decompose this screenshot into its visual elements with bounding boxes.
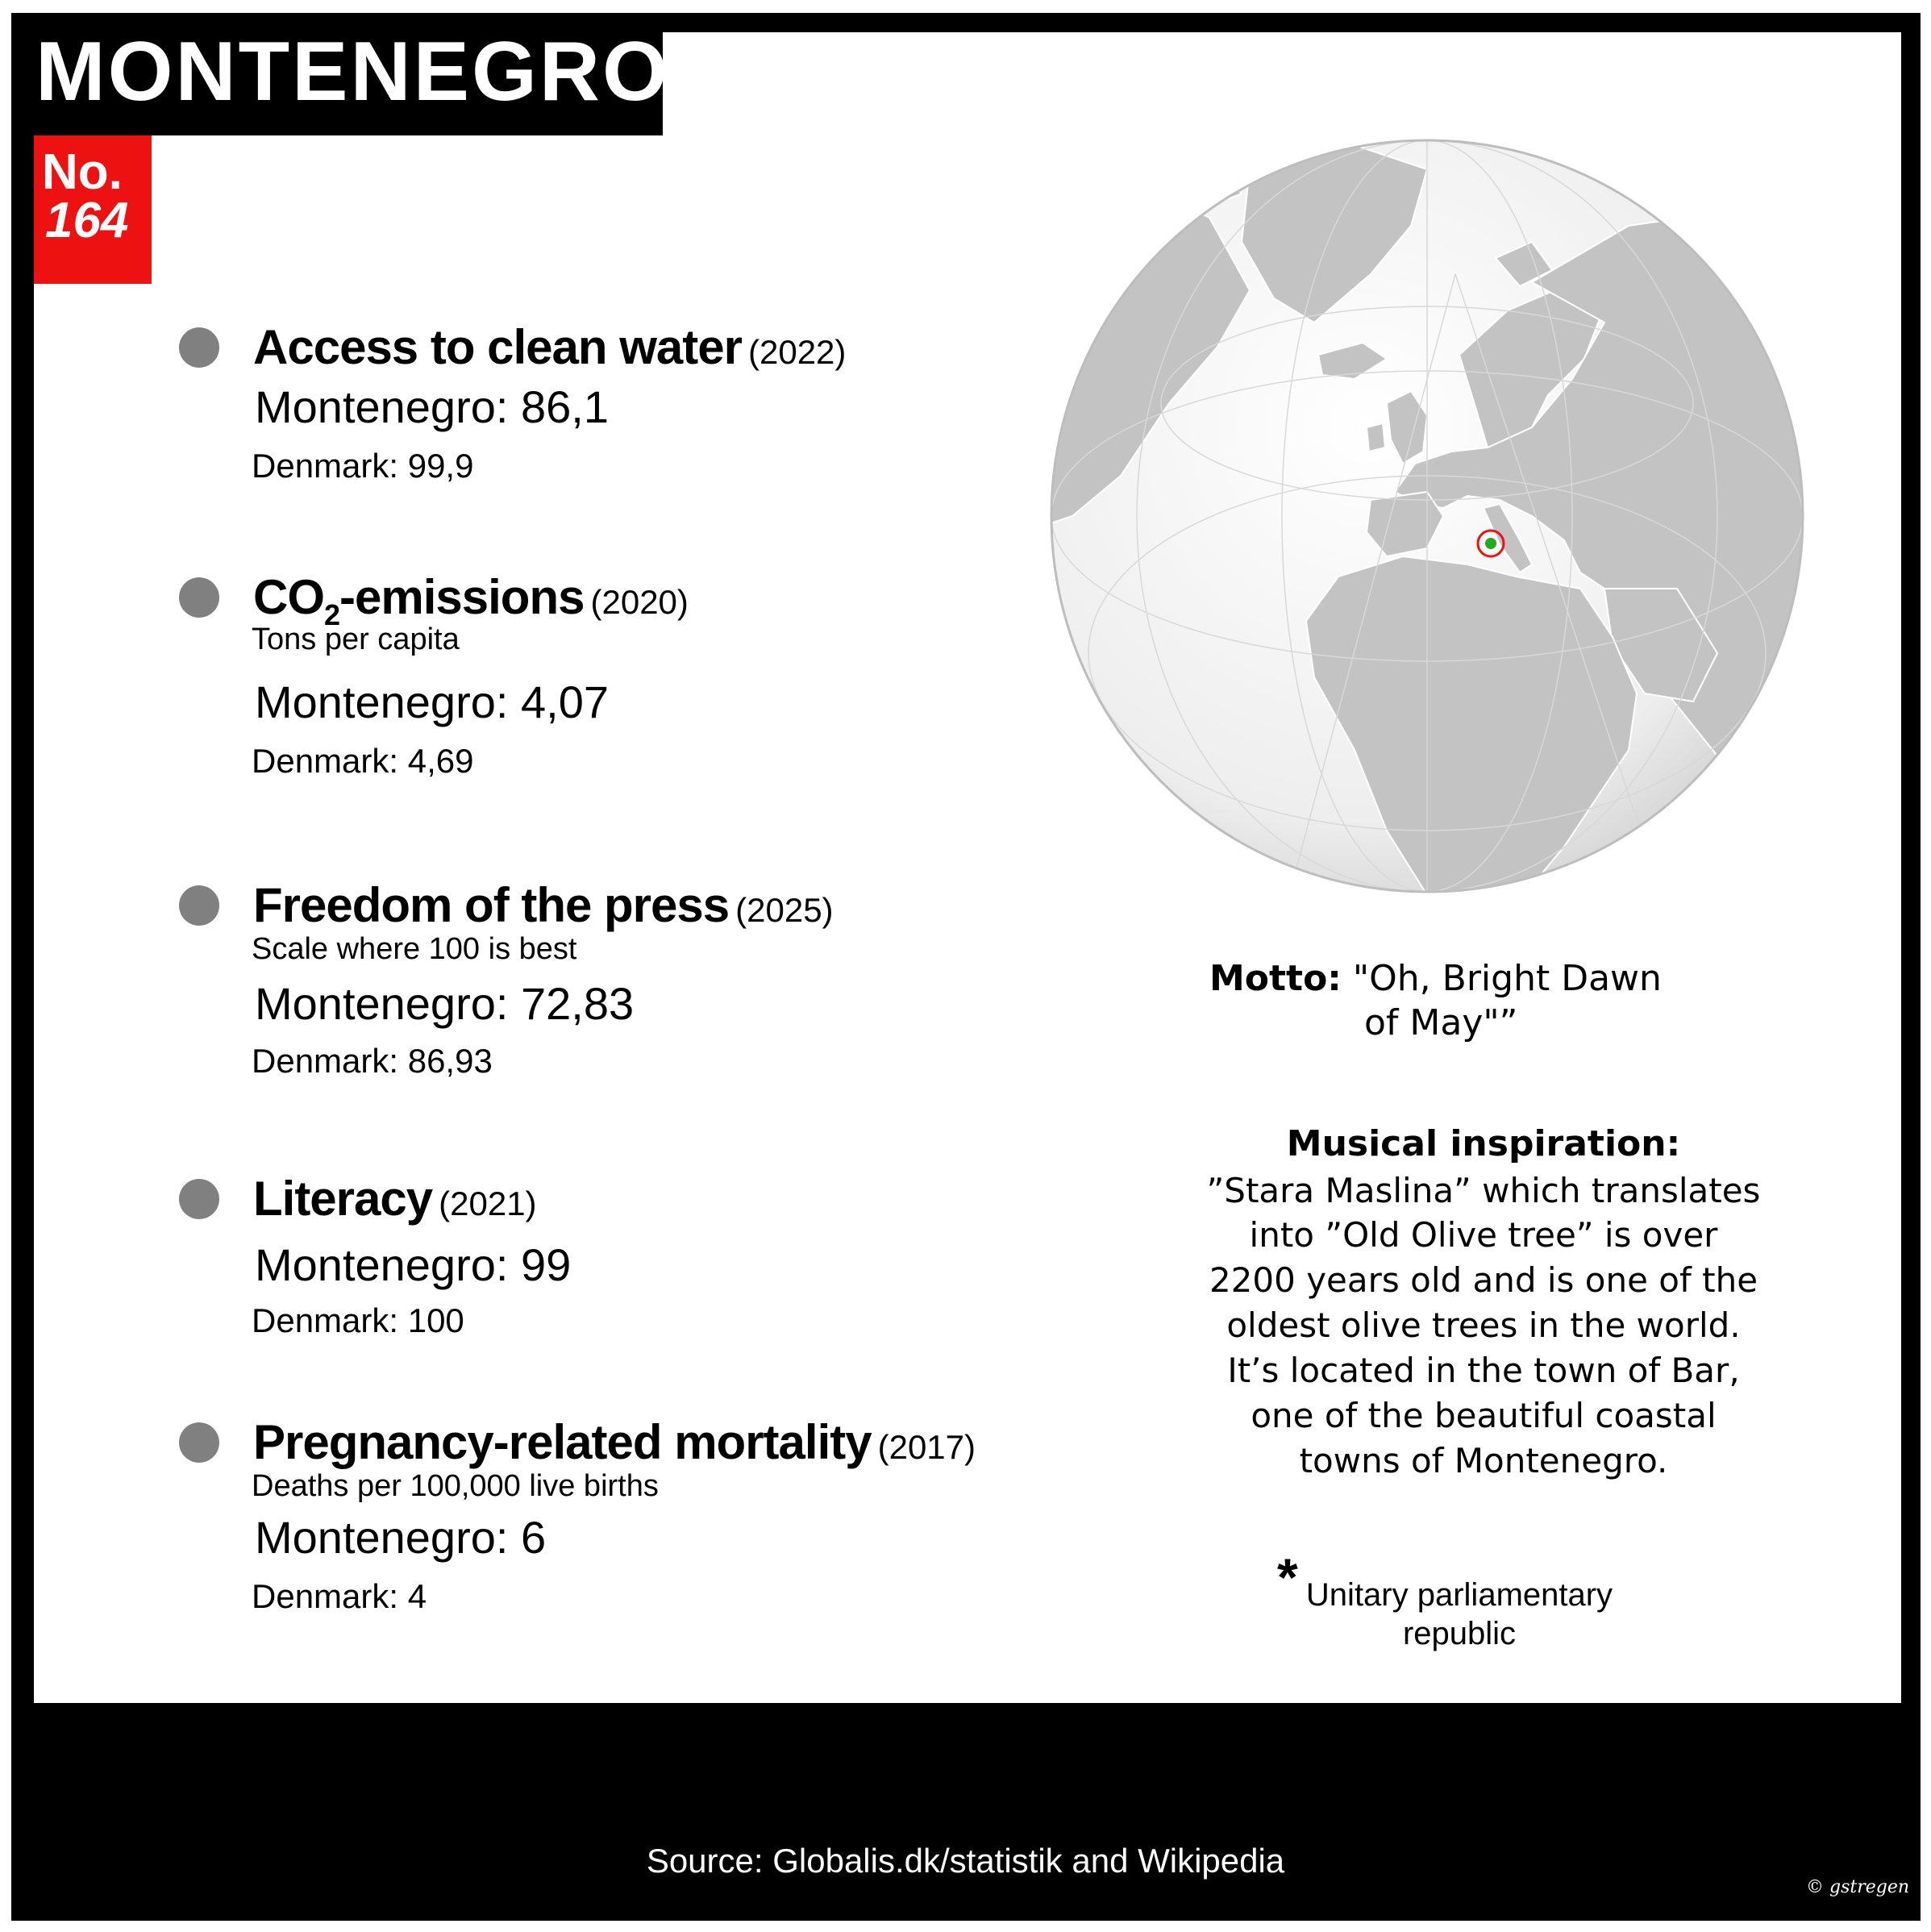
stat-year: (2021)	[439, 1185, 537, 1222]
stat-country-value: Montenegro: 99	[255, 1239, 572, 1290]
stat-title-subscript: 2	[324, 598, 340, 631]
globe-map	[1048, 137, 1806, 895]
rank-number: 164	[45, 193, 129, 248]
stat-year: (2022)	[747, 333, 847, 371]
stat-subtitle: Scale where 100 is best	[252, 932, 577, 966]
artist-signature: © gstregen	[1806, 1877, 1910, 1897]
stat-year: (2017)	[877, 1428, 976, 1466]
musical-inspiration	[1161, 1121, 1806, 1484]
title-banner	[11, 13, 670, 135]
motto-line-1: "Oh, Bright Dawn	[1352, 958, 1662, 999]
stat-country-value: Montenegro: 86,1	[255, 381, 609, 432]
bullet-icon	[179, 885, 219, 926]
motto	[1209, 956, 1709, 1045]
stat-heading	[253, 877, 834, 933]
government-type: Unitary parliamentary republic	[1305, 1577, 1613, 1651]
stat-title	[253, 570, 585, 631]
stat-title: Literacy	[253, 1172, 433, 1226]
stat-title: Pregnancy-related mortality	[253, 1415, 872, 1469]
stat-country-value: Montenegro: 4,07	[255, 677, 609, 727]
musical-inspiration-title: Musical inspiration:	[1286, 1123, 1681, 1164]
stat-reference-value: Denmark: 4,69	[252, 742, 474, 780]
musical-inspiration-body: ”Stara Maslina” which translates into ”Old Olive tree” is over 2200 years old and is one of the oldest olive trees in the world. It’s located in the town of Bar, one of the beautiful coastal towns of Montenegro.	[1206, 1170, 1761, 1480]
stat-title: Freedom of the press	[253, 878, 730, 932]
source-credit: Source: Globalis.dk/statistik and Wikipedia	[646, 1842, 1285, 1880]
bullet-icon	[179, 327, 219, 368]
stat-title-post: -emissions	[339, 570, 585, 624]
stat-reference-value: Denmark: 99,9	[252, 447, 474, 485]
stat-reference-value: Denmark: 100	[252, 1301, 464, 1339]
montenegro-highlight	[1485, 538, 1496, 549]
stat-title: Access to clean water	[253, 320, 742, 374]
bullet-icon	[179, 1422, 219, 1463]
country-title: MONTENEGRO	[35, 25, 670, 119]
stat-subtitle: Tons per capita	[252, 622, 460, 656]
asterisk-icon: *	[1277, 1547, 1298, 1607]
rank-badge	[34, 135, 152, 284]
stat-heading	[253, 1171, 537, 1226]
stat-country-value: Montenegro: 72,83	[255, 978, 635, 1029]
stat-title-pre: CO	[253, 570, 324, 624]
stat-country-value: Montenegro: 6	[255, 1512, 547, 1563]
rank-prefix: No.	[42, 144, 123, 200]
stat-heading	[253, 1414, 976, 1470]
stat-reference-value: Denmark: 4	[252, 1577, 427, 1615]
stat-reference-value: Denmark: 86,93	[252, 1042, 493, 1080]
bullet-icon	[179, 577, 219, 618]
stat-subtitle: Deaths per 100,000 live births	[252, 1469, 659, 1503]
bullet-icon	[179, 1179, 219, 1219]
stat-heading	[253, 319, 846, 375]
stat-year: (2025)	[735, 891, 834, 929]
motto-label: Motto:	[1209, 958, 1342, 999]
stat-year: (2020)	[590, 583, 689, 621]
motto-line-2: of May"”	[1364, 1002, 1518, 1043]
